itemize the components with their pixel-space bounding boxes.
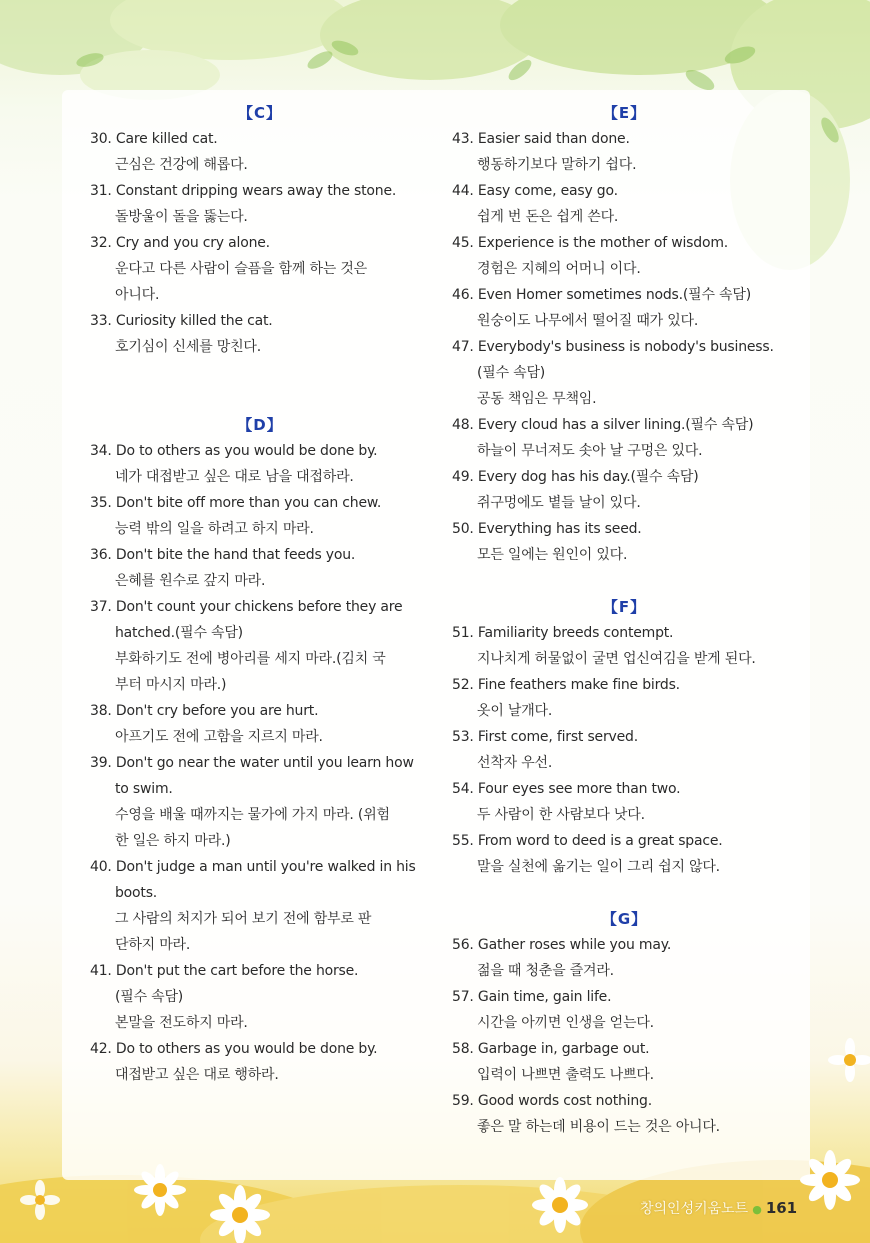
- proverb-line: 수영을 배울 때까지는 물가에 가지 마라. (위험: [115, 807, 390, 823]
- proverb-english: 58. Garbage in, garbage out.: [452, 1041, 650, 1057]
- proverb-english: 51. Familiarity breeds contempt.: [452, 625, 674, 641]
- left-column: [90, 100, 430, 1088]
- proverb-line: 그 사람의 처지가 되어 보기 전에 함부로 판: [115, 911, 372, 927]
- proverb-english: 54. Four eyes see more than two.: [452, 781, 681, 797]
- proverb-line: 선착자 우선.: [477, 755, 553, 771]
- proverb-line: 시간을 아끼면 인생을 얻는다.: [477, 1015, 654, 1031]
- proverb-item: [452, 984, 797, 1036]
- proverb-english: 50. Everything has its seed.: [452, 521, 642, 537]
- proverb-line: 젊을 때 청춘을 즐겨라.: [477, 963, 614, 979]
- section-heading-f: 【F】: [602, 598, 647, 616]
- proverb-item: [452, 620, 797, 672]
- proverb-english: 35. Don't bite off more than you can chew.: [90, 495, 382, 511]
- proverb-item: [452, 1088, 797, 1140]
- proverb-item: [452, 126, 797, 178]
- proverb-item: [452, 828, 797, 880]
- proverb-item: [452, 724, 797, 776]
- proverb-line: 공동 책임은 무책임.: [477, 391, 597, 407]
- proverb-line: (필수 속담): [115, 989, 184, 1005]
- proverb-line: 지나치게 허물없이 굴면 업신여김을 받게 된다.: [477, 651, 756, 667]
- proverb-line: 돌방울이 돌을 뚫는다.: [115, 209, 248, 225]
- proverb-line: 부터 마시지 마라.): [115, 677, 227, 693]
- proverb-english: 45. Experience is the mother of wisdom.: [452, 235, 729, 251]
- page-number: 161: [765, 1199, 798, 1217]
- proverb-english: 42. Do to others as you would be done by.: [90, 1041, 378, 1057]
- proverb-line: 쥐구멍에도 볕들 날이 있다.: [477, 495, 641, 511]
- section-heading-c: 【C】: [237, 104, 283, 122]
- proverb-line: 행동하기보다 말하기 쉽다.: [477, 157, 637, 173]
- proverb-line: 호기심이 신세를 망친다.: [115, 339, 261, 355]
- proverb-line: 본말을 전도하지 마라.: [115, 1015, 248, 1031]
- proverb-english: 38. Don't cry before you are hurt.: [90, 703, 319, 719]
- proverb-item: [452, 282, 797, 334]
- proverb-line: 아프기도 전에 고함을 지르지 마라.: [115, 729, 323, 745]
- proverb-line: boots.: [115, 885, 158, 901]
- proverb-line: hatched.(필수 속담): [115, 625, 243, 641]
- proverb-english: 53. First come, first served.: [452, 729, 638, 745]
- section-heading-e: 【E】: [602, 104, 647, 122]
- proverb-item: [90, 230, 430, 308]
- proverb-item: [90, 126, 430, 178]
- proverb-english: 44. Easy come, easy go.: [452, 183, 618, 199]
- proverb-line: 한 일은 하지 마라.): [115, 833, 231, 849]
- proverb-line: 대접받고 싶은 대로 행하라.: [115, 1067, 279, 1083]
- proverb-line: 원숭이도 나무에서 떨어질 때가 있다.: [477, 313, 699, 329]
- proverb-line: 단하지 마라.: [115, 937, 191, 953]
- proverb-english: 56. Gather roses while you may.: [452, 937, 672, 953]
- proverb-item: [90, 1036, 430, 1088]
- proverb-item: [452, 334, 797, 412]
- proverb-english: 37. Don't count your chickens before they are: [90, 599, 403, 615]
- proverb-list-e: [452, 126, 797, 568]
- proverb-english: 46. Even Homer sometimes nods.(필수 속담): [452, 287, 751, 303]
- proverb-english: 43. Easier said than done.: [452, 131, 630, 147]
- proverb-line: to swim.: [115, 781, 173, 797]
- proverb-line: 입력이 나쁘면 출력도 나쁘다.: [477, 1067, 654, 1083]
- proverb-line: 부화하기도 전에 병아리를 세지 마라.(김치 국: [115, 651, 386, 667]
- proverb-line: 모든 일에는 원인이 있다.: [477, 547, 628, 563]
- page-footer: [640, 1196, 797, 1220]
- proverb-item: [90, 750, 430, 854]
- proverb-english: 34. Do to others as you would be done by.: [90, 443, 378, 459]
- proverb-english: 41. Don't put the cart before the horse.: [90, 963, 359, 979]
- book-title: 창의인성키움노트: [640, 1201, 749, 1217]
- proverb-item: [90, 542, 430, 594]
- proverb-item: [90, 854, 430, 958]
- proverb-line: 두 사람이 한 사람보다 낫다.: [477, 807, 645, 823]
- proverb-line: 능력 밖의 일을 하려고 하지 마라.: [115, 521, 314, 537]
- proverb-line: 운다고 다른 사람이 슬픔을 함께 하는 것은: [115, 261, 368, 277]
- proverb-line: 하늘이 무너져도 솟아 날 구멍은 있다.: [477, 443, 703, 459]
- proverb-line: 근심은 건강에 해롭다.: [115, 157, 248, 173]
- proverb-item: [90, 178, 430, 230]
- proverb-item: [452, 932, 797, 984]
- proverb-line: 은혜를 원수로 갚지 마라.: [115, 573, 266, 589]
- proverb-english: 39. Don't go near the water until you learn how: [90, 755, 414, 771]
- proverb-line: 좋은 말 하는데 비용이 드는 것은 아니다.: [477, 1119, 720, 1135]
- proverb-line: 옷이 날개다.: [477, 703, 553, 719]
- proverb-list-g: [452, 932, 797, 1140]
- proverb-line: 아니다.: [115, 287, 160, 303]
- proverb-item: [90, 594, 430, 698]
- proverb-item: [452, 178, 797, 230]
- proverb-list-d: [90, 438, 430, 1088]
- proverb-english: 40. Don't judge a man until you're walked in his: [90, 859, 416, 875]
- proverb-item: [452, 464, 797, 516]
- section-heading-d: 【D】: [237, 416, 283, 434]
- right-column: [452, 100, 797, 1140]
- proverb-line: 쉽게 번 돈은 쉽게 쓴다.: [477, 209, 619, 225]
- proverb-line: (필수 속담): [477, 365, 546, 381]
- proverb-line: 네가 대접받고 싶은 대로 남을 대접하라.: [115, 469, 354, 485]
- proverb-english: 30. Care killed cat.: [90, 131, 218, 147]
- proverb-item: [452, 776, 797, 828]
- proverb-english: 36. Don't bite the hand that feeds you.: [90, 547, 356, 563]
- proverb-item: [452, 516, 797, 568]
- proverb-item: [452, 230, 797, 282]
- proverb-line: 말을 실천에 옮기는 일이 그리 쉽지 않다.: [477, 859, 720, 875]
- proverb-english: 55. From word to deed is a great space.: [452, 833, 723, 849]
- section-heading-g: 【G】: [601, 910, 648, 928]
- proverb-item: [452, 1036, 797, 1088]
- proverb-english: 48. Every cloud has a silver lining.(필수 속담): [452, 417, 754, 433]
- bullet-icon: ●: [752, 1203, 762, 1216]
- proverb-english: 57. Gain time, gain life.: [452, 989, 612, 1005]
- proverb-item: [90, 490, 430, 542]
- proverb-english: 33. Curiosity killed the cat.: [90, 313, 273, 329]
- proverb-list-c: [90, 126, 430, 360]
- proverb-item: [452, 412, 797, 464]
- proverb-list-f: [452, 620, 797, 880]
- proverb-item: [452, 672, 797, 724]
- proverb-english: 59. Good words cost nothing.: [452, 1093, 652, 1109]
- proverb-english: 32. Cry and you cry alone.: [90, 235, 270, 251]
- proverb-item: [90, 958, 430, 1036]
- proverb-english: 31. Constant dripping wears away the stone.: [90, 183, 397, 199]
- proverb-english: 52. Fine feathers make fine birds.: [452, 677, 680, 693]
- proverb-english: 47. Everybody's business is nobody's business.: [452, 339, 774, 355]
- proverb-item: [90, 308, 430, 360]
- proverb-english: 49. Every dog has his day.(필수 속담): [452, 469, 699, 485]
- proverb-item: [90, 438, 430, 490]
- proverb-item: [90, 698, 430, 750]
- proverb-line: 경험은 지혜의 어머니 이다.: [477, 261, 641, 277]
